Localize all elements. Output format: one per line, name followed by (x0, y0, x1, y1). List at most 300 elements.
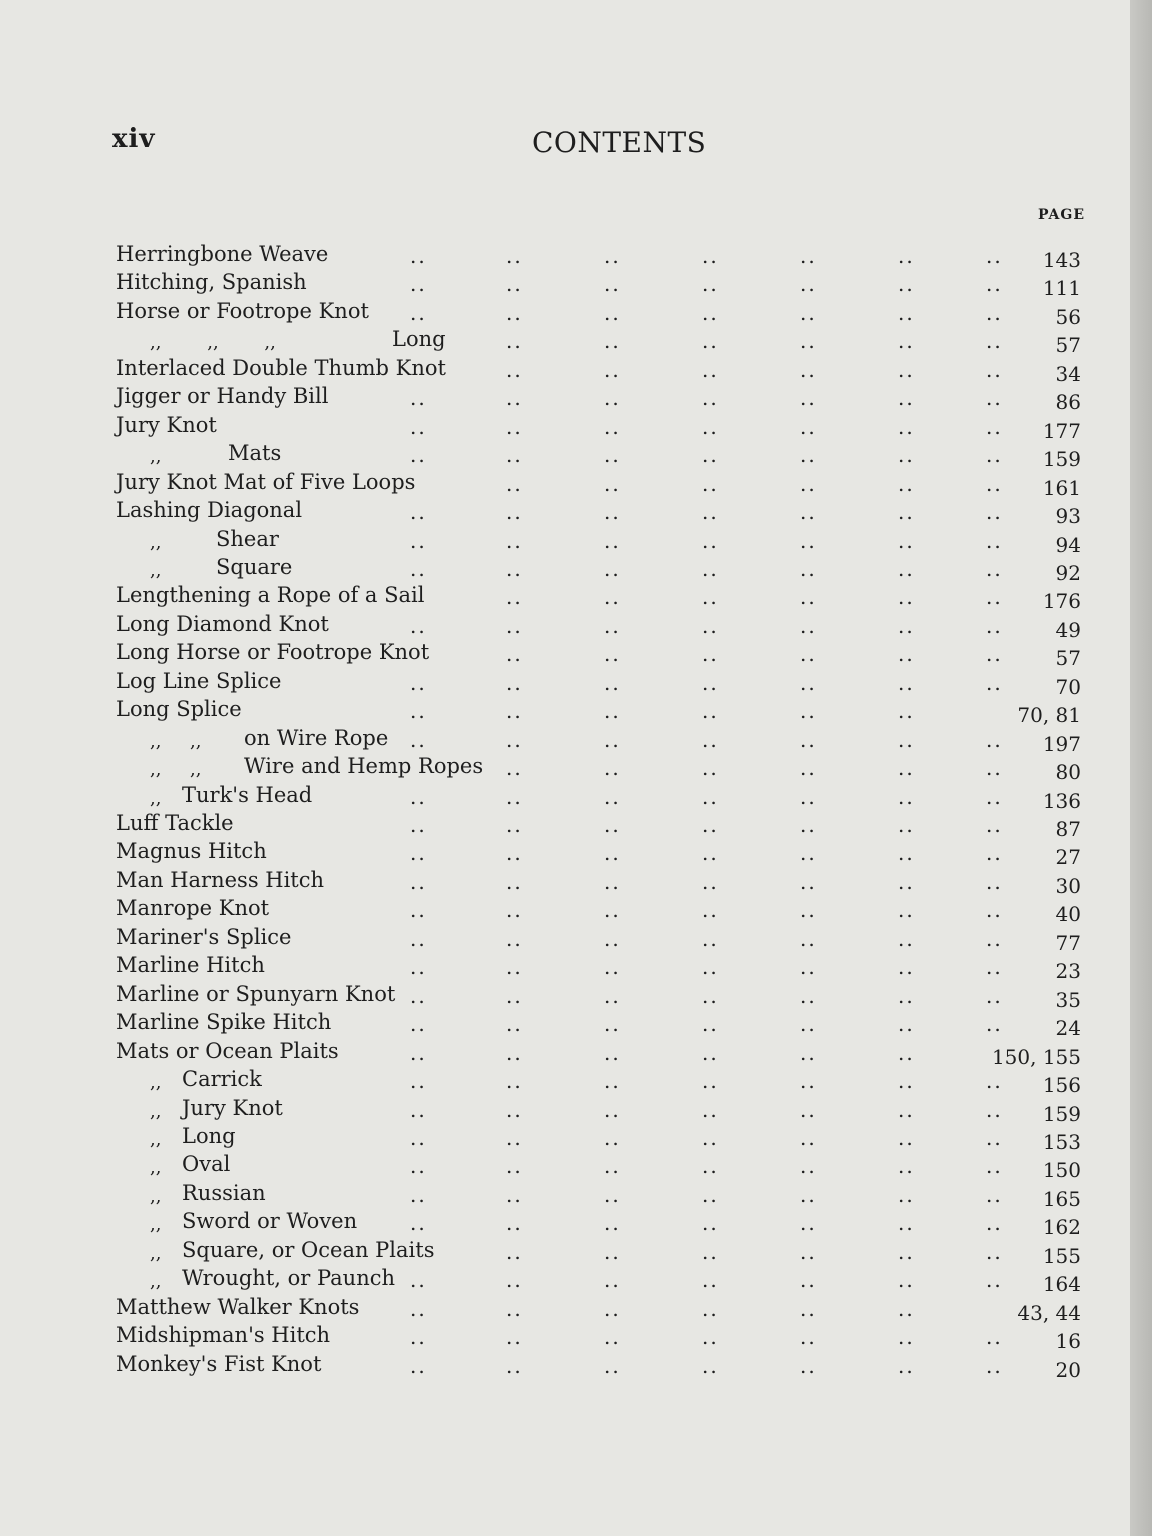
contents-entry (0, 1264, 1130, 1297)
contents-entry (0, 382, 1130, 415)
leader-dots: .. (898, 699, 915, 724)
entry-label: Wrought, or Paunch (182, 1266, 396, 1291)
leader-dots: .. (410, 926, 427, 951)
leader-dots: .. (986, 585, 1003, 610)
contents-entry (0, 951, 1130, 984)
leader-dots: .. (702, 272, 719, 297)
leader-dots: .. (898, 1268, 915, 1293)
leader-dots: .. (898, 898, 915, 923)
leader-dots: .. (702, 983, 719, 1008)
leader-dots: .. (702, 613, 719, 638)
leader-dots: .. (898, 642, 915, 667)
leader-dots: .. (702, 585, 719, 610)
leader-dots: .. (410, 1182, 427, 1207)
leader-dots: .. (702, 670, 719, 695)
ditto-mark: ,, (150, 1100, 162, 1122)
leader-dots: .. (702, 1268, 719, 1293)
entry-page-number: 153 (1042, 1129, 1081, 1154)
entry-label: Hitching, Spanish (116, 270, 307, 295)
leader-dots: .. (410, 670, 427, 695)
entry-label: Long (182, 1123, 236, 1148)
leader-dots: .. (604, 1211, 621, 1236)
entry-label: Midshipman's Hitch (116, 1323, 331, 1348)
leader-dots: .. (800, 1268, 817, 1293)
contents-entry (0, 837, 1130, 870)
leader-dots: .. (986, 244, 1003, 268)
leader-dots: .. (898, 500, 915, 525)
ditto-mark: ,, (150, 1185, 162, 1207)
leader-dots: .. (800, 1296, 817, 1321)
ditto-mark: ,, (150, 1128, 162, 1150)
entry-page-number: 136 (1042, 788, 1081, 813)
entry-label: Long Splice (116, 697, 242, 722)
contents-entry (0, 268, 1130, 301)
leader-dots: .. (604, 841, 621, 866)
leader-dots: .. (604, 357, 621, 382)
leader-dots: .. (506, 1012, 523, 1037)
leader-dots: .. (986, 670, 1003, 695)
ditto-mark: ,, (150, 531, 162, 553)
leader-dots: .. (800, 869, 817, 894)
entry-page-number: 197 (1042, 731, 1081, 756)
leader-dots: .. (800, 955, 817, 980)
leader-dots: .. (898, 386, 915, 411)
leader-dots: .. (898, 813, 915, 837)
leader-dots: .. (604, 1296, 621, 1321)
entry-label: Long (392, 327, 446, 352)
page-title: CONTENTS (532, 126, 707, 159)
leader-dots: .. (702, 329, 719, 354)
leader-dots: .. (986, 1211, 1003, 1236)
leader-dots: .. (898, 1296, 915, 1321)
leader-dots: .. (506, 272, 523, 297)
entry-label: Interlaced Double Thumb Knot (116, 355, 446, 380)
leader-dots: .. (800, 414, 817, 439)
ditto-mark: ,, ,, (150, 730, 202, 752)
leader-dots: .. (898, 784, 915, 809)
leader-dots: .. (800, 670, 817, 695)
leader-dots: .. (410, 556, 427, 581)
leader-dots: .. (898, 1211, 915, 1236)
leader-dots: .. (506, 841, 523, 866)
leader-dots: .. (702, 756, 719, 781)
entry-page-number: 86 (1055, 390, 1081, 415)
contents-entry (0, 866, 1130, 898)
entry-label: Carrick (182, 1067, 262, 1092)
entry-label: Lengthening a Rope of a Sail (116, 583, 425, 608)
leader-dots: .. (604, 699, 621, 724)
entry-page-number: 40 (1055, 902, 1081, 927)
leader-dots: .. (986, 1125, 1003, 1150)
leader-dots: .. (800, 727, 817, 752)
leader-dots: .. (506, 1097, 523, 1122)
leader-dots: .. (800, 1239, 817, 1264)
contents-entry (0, 240, 1130, 272)
ditto-mark: ,, (150, 787, 162, 809)
leader-dots: .. (800, 556, 817, 581)
leader-dots: .. (800, 471, 817, 496)
entry-page-number: 177 (1042, 418, 1081, 443)
leader-dots: .. (506, 585, 523, 610)
contents-entry (0, 610, 1130, 642)
leader-dots: .. (410, 1296, 427, 1321)
leader-dots: .. (506, 699, 523, 724)
leader-dots: .. (604, 386, 621, 411)
entry-page-number: 20 (1055, 1357, 1081, 1382)
entry-page-number: 34 (1055, 361, 1081, 386)
leader-dots: .. (986, 898, 1003, 923)
leader-dots: .. (410, 869, 427, 894)
ditto-mark: ,, (150, 1271, 162, 1293)
leader-dots: .. (702, 1069, 719, 1094)
entry-page-number: 94 (1055, 532, 1081, 557)
leader-dots: .. (506, 244, 523, 268)
leader-dots: .. (604, 1125, 621, 1150)
leader-dots: .. (604, 670, 621, 695)
leader-dots: .. (604, 1069, 621, 1094)
leader-dots: .. (506, 869, 523, 894)
leader-dots: .. (898, 1125, 915, 1150)
leader-dots: .. (702, 1353, 719, 1378)
leader-dots: .. (800, 784, 817, 809)
leader-dots: .. (506, 926, 523, 951)
leader-dots: .. (506, 329, 523, 354)
leader-dots: .. (410, 500, 427, 525)
leader-dots: .. (506, 414, 523, 439)
entry-page-number: 80 (1055, 760, 1081, 785)
entry-label: on Wire Rope (244, 725, 389, 750)
leader-dots: .. (986, 642, 1003, 667)
leader-dots: .. (506, 556, 523, 581)
leader-dots: .. (800, 1012, 817, 1037)
leader-dots: .. (604, 329, 621, 354)
entry-page-number: 16 (1055, 1329, 1081, 1354)
leader-dots: .. (800, 244, 817, 268)
leader-dots: .. (986, 869, 1003, 894)
leader-dots: .. (506, 813, 523, 837)
leader-dots: .. (702, 813, 719, 837)
leader-dots: .. (506, 471, 523, 496)
leader-dots: .. (898, 1154, 915, 1179)
leader-dots: .. (604, 869, 621, 894)
leader-dots: .. (986, 471, 1003, 496)
leader-dots: .. (506, 727, 523, 752)
entry-page-number: 150 (1042, 1158, 1081, 1183)
leader-dots: .. (702, 414, 719, 439)
leader-dots: .. (986, 841, 1003, 866)
leader-dots: .. (986, 613, 1003, 638)
leader-dots: .. (898, 1325, 915, 1350)
contents-entry (0, 1094, 1130, 1126)
leader-dots: .. (410, 1268, 427, 1293)
leader-dots: .. (604, 926, 621, 951)
leader-dots: .. (898, 471, 915, 496)
leader-dots: .. (986, 329, 1003, 354)
contents-entry (0, 1150, 1130, 1183)
entry-label: Square (216, 554, 293, 579)
leader-dots: .. (702, 1154, 719, 1179)
leader-dots: .. (702, 244, 719, 268)
entry-label: Lashing Diagonal (116, 498, 303, 523)
leader-dots: .. (506, 1353, 523, 1378)
contents-entry (0, 894, 1130, 927)
entry-label: Jigger or Handy Bill (116, 384, 329, 409)
leader-dots: .. (986, 500, 1003, 525)
entry-label: Matthew Walker Knots (116, 1294, 360, 1319)
leader-dots: .. (702, 386, 719, 411)
leader-dots: .. (506, 1239, 523, 1264)
leader-dots: .. (898, 955, 915, 980)
leader-dots: .. (702, 955, 719, 980)
entry-page-number: 23 (1055, 959, 1081, 984)
leader-dots: .. (410, 1012, 427, 1037)
entry-label: Marline Spike Hitch (116, 1010, 332, 1035)
leader-dots: .. (898, 756, 915, 781)
leader-dots: .. (986, 1182, 1003, 1207)
leader-dots: .. (506, 1296, 523, 1321)
contents-entry (0, 553, 1130, 585)
leader-dots: .. (800, 500, 817, 525)
leader-dots: .. (506, 784, 523, 809)
entry-page-number: 150, 155 (991, 1044, 1081, 1069)
entry-label: Horse or Footrope Knot (116, 298, 369, 323)
leader-dots: .. (986, 1353, 1003, 1378)
page-column-label: PAGE (1038, 207, 1085, 223)
contents-entry (0, 1236, 1130, 1268)
leader-dots: .. (702, 1239, 719, 1264)
entry-label: Log Line Splice (116, 668, 282, 693)
leader-dots: .. (506, 443, 523, 468)
leader-dots: .. (604, 955, 621, 980)
leader-dots: .. (986, 1268, 1003, 1293)
entry-label: Magnus Hitch (116, 839, 267, 864)
leader-dots: .. (410, 443, 427, 468)
leader-dots: .. (898, 1239, 915, 1264)
leader-dots: .. (702, 1097, 719, 1122)
leader-dots: .. (898, 300, 915, 325)
entry-label: Man Harness Hitch (116, 867, 325, 892)
leader-dots: .. (800, 272, 817, 297)
leader-dots: .. (604, 443, 621, 468)
leader-dots: .. (604, 1040, 621, 1065)
leader-dots: .. (986, 1325, 1003, 1350)
entry-page-number: 155 (1042, 1243, 1081, 1268)
ditto-mark: ,, ,, ,, (150, 332, 276, 354)
leader-dots: .. (506, 1325, 523, 1350)
leader-dots: .. (702, 1125, 719, 1150)
contents-entry (0, 752, 1130, 785)
leader-dots: .. (898, 983, 915, 1008)
leader-dots: .. (410, 244, 427, 268)
entry-label: Jury Knot Mat of Five Loops (116, 469, 416, 494)
leader-dots: .. (800, 1325, 817, 1350)
leader-dots: .. (986, 813, 1003, 837)
leader-dots: .. (604, 1325, 621, 1350)
leader-dots: .. (702, 1325, 719, 1350)
leader-dots: .. (702, 841, 719, 866)
leader-dots: .. (702, 1040, 719, 1065)
leader-dots: .. (410, 699, 427, 724)
leader-dots: .. (410, 898, 427, 923)
entry-page-number: 30 (1055, 873, 1081, 898)
leader-dots: .. (604, 1268, 621, 1293)
leader-dots: .. (800, 585, 817, 610)
contents-entry (0, 525, 1130, 557)
leader-dots: .. (898, 1040, 915, 1065)
leader-dots: .. (604, 784, 621, 809)
entry-page-number: 176 (1042, 589, 1081, 614)
leader-dots: .. (604, 642, 621, 667)
leader-dots: .. (800, 357, 817, 382)
entry-label: Marline Hitch (116, 953, 265, 978)
contents-entry (0, 923, 1130, 955)
contents-entry (0, 1293, 1130, 1325)
leader-dots: .. (410, 272, 427, 297)
entry-label: Wire and Hemp Ropes (244, 754, 484, 779)
leader-dots: .. (506, 528, 523, 553)
leader-dots: .. (986, 1097, 1003, 1122)
leader-dots: .. (410, 300, 427, 325)
leader-dots: .. (702, 869, 719, 894)
leader-dots: .. (604, 500, 621, 525)
leader-dots: .. (506, 1211, 523, 1236)
contents-entry (0, 695, 1130, 728)
leader-dots: .. (410, 1325, 427, 1350)
leader-dots: .. (898, 613, 915, 638)
contents-entry (0, 468, 1130, 500)
contents-entry (0, 325, 1130, 358)
entry-page-number: 143 (1042, 248, 1081, 272)
entry-label: Russian (182, 1180, 266, 1205)
leader-dots: .. (604, 813, 621, 837)
leader-dots: .. (898, 443, 915, 468)
entry-page-number: 35 (1055, 987, 1081, 1012)
leader-dots: .. (898, 1353, 915, 1378)
entry-label: Mats or Ocean Plaits (116, 1038, 339, 1063)
contents-entry (0, 1179, 1130, 1211)
leader-dots: .. (506, 500, 523, 525)
entry-label: Luff Tackle (116, 811, 234, 835)
leader-dots: .. (410, 1154, 427, 1179)
contents-entry (0, 724, 1130, 756)
leader-dots: .. (898, 414, 915, 439)
entry-page-number: 87 (1055, 817, 1081, 841)
leader-dots: .. (986, 357, 1003, 382)
leader-dots: .. (800, 813, 817, 837)
entry-page-number: 57 (1055, 333, 1081, 358)
leader-dots: .. (410, 1353, 427, 1378)
leader-dots: .. (898, 727, 915, 752)
leader-dots: .. (702, 556, 719, 581)
leader-dots: .. (702, 357, 719, 382)
leader-dots: .. (702, 528, 719, 553)
leader-dots: .. (702, 926, 719, 951)
leader-dots: .. (702, 642, 719, 667)
entry-label: Jury Knot (116, 412, 217, 437)
contents-entry (0, 667, 1130, 699)
leader-dots: .. (506, 983, 523, 1008)
entry-page-number: 93 (1055, 504, 1081, 529)
leader-dots: .. (898, 556, 915, 581)
leader-dots: .. (604, 272, 621, 297)
contents-entry (0, 980, 1130, 1012)
entry-page-number: 70 (1055, 674, 1081, 699)
leader-dots: .. (800, 329, 817, 354)
leader-dots: .. (800, 1125, 817, 1150)
leader-dots: .. (410, 1040, 427, 1065)
leader-dots: .. (410, 813, 427, 837)
entry-label: Jury Knot (182, 1095, 283, 1120)
entry-page-number: 56 (1055, 304, 1081, 329)
leader-dots: .. (986, 272, 1003, 297)
contents-entry (0, 297, 1130, 329)
leader-dots: .. (986, 386, 1003, 411)
leader-dots: .. (604, 613, 621, 638)
leader-dots: .. (506, 386, 523, 411)
page-edge (1130, 0, 1152, 1536)
leader-dots: .. (800, 528, 817, 553)
leader-dots: .. (898, 585, 915, 610)
contents-entry (0, 1207, 1130, 1240)
leader-dots: .. (604, 756, 621, 781)
leader-dots: .. (410, 1069, 427, 1094)
leader-dots: .. (410, 727, 427, 752)
leader-dots: .. (800, 1040, 817, 1065)
ditto-mark: ,, (150, 1072, 162, 1094)
leader-dots: .. (410, 983, 427, 1008)
leader-dots: .. (604, 1353, 621, 1378)
leader-dots: .. (986, 756, 1003, 781)
entry-label: Marline or Spunyarn Knot (116, 981, 396, 1006)
leader-dots: .. (604, 585, 621, 610)
entry-label: Long Diamond Knot (116, 611, 329, 636)
entry-page-number: 77 (1055, 930, 1081, 955)
entry-page-number: 161 (1042, 475, 1081, 500)
leader-dots: .. (800, 756, 817, 781)
leader-dots: .. (898, 272, 915, 297)
contents-entry (0, 809, 1130, 841)
entry-label: Turk's Head (182, 782, 313, 807)
leader-dots: .. (604, 1012, 621, 1037)
leader-dots: .. (410, 1097, 427, 1122)
entry-page-number: 70, 81 (1017, 703, 1081, 728)
leader-dots: .. (506, 1268, 523, 1293)
leader-dots: .. (986, 983, 1003, 1008)
entry-page-number: 49 (1055, 617, 1081, 642)
leader-dots: .. (898, 670, 915, 695)
leader-dots: .. (800, 1069, 817, 1094)
leader-dots: .. (986, 727, 1003, 752)
leader-dots: .. (800, 1353, 817, 1378)
contents-entry (0, 1008, 1130, 1041)
leader-dots: .. (702, 500, 719, 525)
leader-dots: .. (800, 841, 817, 866)
contents-entry (0, 354, 1130, 386)
leader-dots: .. (986, 1154, 1003, 1179)
leader-dots: .. (898, 528, 915, 553)
contents-entry (0, 1321, 1130, 1354)
entry-page-number: 159 (1042, 447, 1081, 472)
leader-dots: .. (986, 955, 1003, 980)
contents-entry (0, 1350, 1130, 1382)
leader-dots: .. (506, 756, 523, 781)
leader-dots: .. (410, 528, 427, 553)
leader-dots: .. (898, 329, 915, 354)
leader-dots: .. (702, 1211, 719, 1236)
leader-dots: .. (986, 528, 1003, 553)
entry-label: Mats (228, 441, 282, 466)
entry-label: Shear (216, 526, 279, 551)
